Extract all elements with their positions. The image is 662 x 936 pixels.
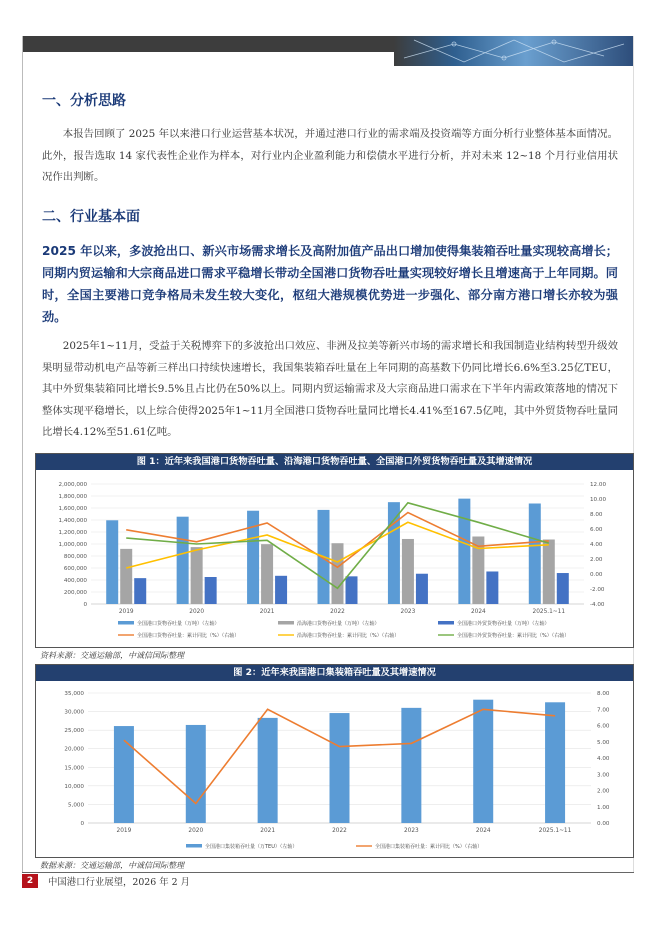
bar-1 — [473, 700, 493, 823]
right-axis-tick-label: 0.00 — [590, 572, 603, 578]
right-axis-tick-label: 10.00 — [590, 497, 607, 503]
figure-2-title: 图 2：近年来我国港口集装箱吞吐量及其增速情况 — [36, 665, 633, 681]
legend-label: 全国港口外贸货物吞吐量（万吨）（左轴） — [457, 621, 550, 627]
section-heading-analysis: 一、分析思路 — [42, 93, 126, 109]
bar-2 — [120, 549, 132, 604]
right-axis-tick-label: 12.00 — [590, 482, 607, 488]
left-axis-tick-label: 1,400,000 — [58, 518, 87, 524]
left-axis-tick-label: 35,000 — [64, 691, 84, 697]
bar-2 — [191, 547, 203, 604]
left-axis-tick-label: 0 — [80, 821, 84, 827]
category-label: 2025.1~11 — [532, 609, 566, 615]
right-axis-tick-label: -2.00 — [590, 587, 605, 593]
category-label: 2021 — [260, 828, 276, 834]
figure-1-source: 资料来源：交通运输部，中诚信国际整理 — [40, 651, 184, 660]
bar-1 — [401, 708, 421, 823]
bar-3 — [486, 571, 498, 604]
section-paragraph-analysis: 本报告回顾了 2025 年以来港口行业运营基本状况，并通过港口行业的需求端及投资端等方面分析行业整体基本面情况。此外，报告选取 14 家代表性企业作为样本，对行业内企业盈利能力和偿债水平进行分析，并对未来 12~18 个月行业信用状况作出判断。 — [42, 128, 618, 183]
category-label: 2022 — [330, 609, 345, 615]
bar-3 — [275, 576, 287, 604]
left-axis-tick-label: 2,000,000 — [58, 482, 87, 488]
bar-1 — [458, 499, 470, 604]
category-label: 2024 — [470, 609, 486, 615]
right-axis-tick-label: 8.00 — [597, 691, 610, 697]
bar-2 — [402, 539, 414, 604]
left-axis-tick-label: 1,600,000 — [58, 506, 87, 512]
bar-1 — [330, 713, 350, 823]
header-graphic — [394, 36, 634, 66]
bar-3 — [134, 578, 146, 604]
right-axis-tick-label: 1.00 — [597, 804, 610, 811]
legend-swatch — [186, 844, 202, 848]
category-label: 2019 — [116, 828, 132, 834]
figure-2-chart — [36, 681, 633, 856]
left-axis-tick-label: 1,000,000 — [58, 542, 87, 548]
figure-2-source: 数据来源：交通运输部，中诚信国际整理 — [40, 861, 184, 870]
bar-1 — [258, 718, 278, 823]
category-label: 2022 — [332, 828, 347, 834]
figure-2 — [35, 664, 634, 858]
header-banner — [22, 36, 634, 52]
left-axis-tick-label: 200,000 — [63, 590, 87, 596]
right-axis-tick-label: 8.00 — [590, 512, 603, 518]
bar-1 — [177, 517, 189, 604]
category-label: 2023 — [400, 609, 416, 615]
left-axis-tick-label: 1,200,000 — [58, 530, 87, 536]
right-axis-tick-label: 5.00 — [597, 739, 610, 746]
left-axis-tick-label: 20,000 — [64, 746, 84, 753]
bar-2 — [332, 543, 344, 604]
left-axis-tick-label: 0 — [83, 602, 87, 608]
left-axis-tick-label: 10,000 — [64, 783, 84, 790]
right-axis-tick-label: 7.00 — [597, 707, 610, 714]
right-axis-tick-label: 3.00 — [597, 772, 610, 779]
right-axis-tick-label: 2.00 — [597, 788, 610, 795]
figure-1-title: 图 1：近年来我国港口货物吞吐量、沿海港口货物吞吐量、全国港口外贸货物吞吐量及其增速情况 — [36, 454, 633, 470]
bar-2 — [261, 544, 273, 604]
category-label: 2020 — [189, 609, 205, 615]
left-axis-tick-label: 800,000 — [63, 554, 87, 560]
bar-1 — [186, 725, 206, 823]
footer-text: 中国港口行业展望，2026 年 2 月 — [48, 877, 190, 888]
right-axis-tick-label: 0.00 — [597, 821, 610, 827]
legend-label: 全国港口货物吞吐量：累计同比（%）（右轴） — [137, 633, 240, 639]
category-label: 2024 — [475, 828, 491, 834]
legend-swatch — [438, 621, 454, 625]
right-axis-tick-label: 4.00 — [590, 542, 603, 548]
right-axis-tick-label: 2.00 — [590, 557, 603, 563]
legend-label: 沿海港口货物吞吐量：累计同比（%）（右轴） — [297, 633, 400, 639]
figure-1 — [35, 453, 634, 648]
category-label: 2021 — [259, 609, 275, 615]
page-number: 2 — [22, 874, 38, 888]
bar-3 — [416, 574, 428, 604]
right-axis-tick-label: 6.00 — [597, 723, 610, 730]
bar-1 — [529, 504, 541, 605]
bar-2 — [543, 540, 555, 605]
bar-3 — [205, 577, 217, 604]
category-label: 2023 — [403, 828, 419, 834]
left-axis-tick-label: 30,000 — [64, 709, 84, 716]
bar-1 — [247, 511, 259, 604]
body-paragraph: 2025年1~11月，受益于关税博弈下的多波抢出口效应、非洲及拉美等新兴市场的需求增长和我国制造业结构转型升级效果明显带动机电产品等新三样出口持续快速增长，我国集装箱吞吐量在上年同期的高基数下仍同比增长6.6%至3.25亿TEU，其中外贸集装箱同比增长9.5%且占比仍在50%以上。同期内贸运输需求及大宗商品进口需求在下半年内需政策落地的情况下整体实现平稳增长，以上综合使得2025年1~11月全国港口货物吞吐量同比增长4.41%至167.5亿吨，其中外贸货物吞吐量同比增长4.12%至51.61亿吨。 — [42, 340, 618, 438]
left-axis-tick-label: 25,000 — [64, 728, 84, 735]
right-axis-tick-label: 6.00 — [590, 527, 603, 533]
bar-3 — [557, 573, 569, 604]
legend-label: 全国港口集装箱吞吐量：累计同比（%）（右轴） — [375, 844, 483, 850]
legend-swatch — [118, 621, 134, 625]
left-axis-tick-label: 1,800,000 — [58, 494, 87, 500]
highlight-paragraph: 2025 年以来，多波抢出口、新兴市场需求增长及高附加值产品出口增加使得集装箱吞吐量实现较高增长；同期内贸运输和大宗商品进口需求平稳增长带动全国港口货物吞吐量实现较好增长且增速高于上年同期。同时，全国主要港口竞争格局未发生较大变化，枢纽大港规模优势进一步强化、部分南方港口增长亦较为强劲。 — [42, 244, 618, 324]
legend-label: 全国港口集装箱吞吐量（万TEU）（左轴） — [205, 844, 298, 850]
right-axis-tick-label: 4.00 — [597, 756, 610, 762]
left-axis-tick-label: 400,000 — [63, 578, 87, 584]
category-label: 2019 — [118, 609, 134, 615]
footer-rule — [22, 872, 634, 873]
bar-1 — [106, 520, 118, 604]
figure-1-chart — [36, 470, 633, 646]
legend-label: 全国港口外贸货物吞吐量：累计同比（%）（右轴） — [457, 633, 570, 639]
category-label: 2025.1~11 — [538, 828, 572, 834]
left-axis-tick-label: 15,000 — [64, 765, 84, 772]
bar-1 — [388, 502, 400, 604]
bar-3 — [346, 576, 358, 604]
circuit-graphic — [394, 36, 634, 66]
bar-1 — [545, 702, 565, 823]
left-axis-tick-label: 5,000 — [67, 802, 84, 809]
legend-label: 全国港口货物吞吐量（万吨）（左轴） — [137, 621, 220, 627]
section-heading-fundamentals: 二、行业基本面 — [42, 209, 140, 225]
legend-label: 沿海港口货物吞吐量（万吨）（左轴） — [297, 621, 380, 627]
right-axis-tick-label: -4.00 — [590, 602, 605, 608]
category-label: 2020 — [188, 828, 204, 834]
page-frame-left — [22, 36, 23, 872]
legend-swatch — [278, 621, 294, 625]
left-axis-tick-label: 600,000 — [63, 566, 87, 572]
